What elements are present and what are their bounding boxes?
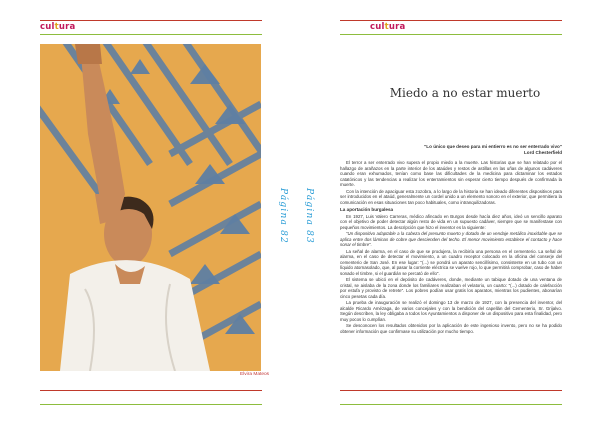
top-rule-red: [340, 20, 562, 21]
epigraph-author: Lord Chesterfield: [523, 150, 562, 155]
paragraph-4-quote: "Un dispositivo adaptable a la cabeza del presunto muerto y dotado de un vendaje metálico inoxidable que se aplica entre dos láminas de cobre que descienden del techo. El menor movimiento establece el contacto y hace sonar el timbre".: [340, 231, 562, 247]
top-rule-red: [40, 20, 262, 21]
paragraph-6: El sistema se ubicó en el depósito de cadáveres, donde, mediante un tabique dotado de una ventana de cristal, se aislaba de la zona donde los familiares realizaban el velatorio, un cuarto: "(...) dotado de calefacción por estufa y provisto de retrete". Los pobres podían usar gratis los aparatos, mientras los pudientes, abonarían cinco pesetas cada día.: [340, 277, 562, 299]
page-number-right: Página 83: [304, 188, 314, 244]
paragraph-3: En 1927, Luis Valero Carreras, médico afincado en Burgos desde hacía diez años, ideó un sencillo aparato con el objetivo de poder detectar algún resto de vida en un supuesto cadáver, siempre que se manifestase con pequeños movimientos. La descripción que hizo el inventor es la siguiente:: [340, 213, 562, 230]
section-heading: La aportación burgalesa: [340, 207, 394, 212]
painting-credit: Elvira Mateos: [240, 372, 270, 377]
epigraph-quote: "Lo único que deseo para mi entierro es no ser enterrado vivo": [424, 144, 562, 149]
paragraph-8: Se desconocen los resultados obtenidos por la aplicación de este ingenioso invento, pero no se ha podido obtener información que confirmase su utilización por mucho tiempo.: [340, 323, 562, 334]
paragraph-1: El terror a ser enterrado vivo supera el propio miedo a la muerte. Las historias que se han relatado por el hallazgo de arañazos en la parte interior de los ataúdes y restos de astillas en las uñas de algunos cadáveres cuando eran exhumados, tenían como base las dificultades de la medicina para dictaminar los estados catatónicos y las tendencias a realizar los enterramientos sin esperar cierto tiempo después de confirmada la muerte.: [340, 160, 562, 187]
article-title: Miedo a no estar muerto: [389, 86, 541, 100]
bottom-rule-red: [340, 390, 562, 391]
painting-man-reaching: [40, 44, 261, 371]
brand-logo: cultura: [370, 22, 406, 32]
paragraph-5: La señal de alarma, en el caso de que se produjera, la recibiría una persona en el cementerio. La señal de alarma, en el caso de detectar el movimiento, a un cuadro receptor colocado en la oficina del conserje del cementerio de San José. En ese lugar: "(...) se pondrá un aparato sencillísimo, consistente en un tubo con un líquido atornasolado, que, al pasar la corriente eléctrica se vuelve rojo, lo que permitirá comprobar, caso de haber sonado el timbre, si el guardián se percató de ello".: [340, 248, 562, 276]
bottom-rule-red: [40, 390, 262, 391]
paragraph-2: Con la intención de apaciguar esta zozobra, a lo largo de la historia se han ideado diferentes dispositivos para ser introducidos en el ataúd, generalmente un cordel unido a un elemento sonoro en el exterior, que permitiera la comunicación en esas situaciones tan poco habituales, como intranquilizadoras.: [340, 188, 562, 205]
paragraph-7: La prueba de inauguración se realizó el domingo 13 de marzo de 1927, con la presencia del inventor, del alcalde Ricardo Amézaga, de varios concejales y con la bendición del capellán del Cementerio, Sr. Grijalvo. Según describen, la ley obligaba a todos los Ayuntamientos a disponer de un dispositivo para esta finalidad, pero muy pocos lo cumplían.: [340, 300, 562, 322]
top-rule-green: [40, 34, 262, 35]
top-rule-green: [340, 34, 562, 35]
right-page: [300, 0, 600, 424]
article-body: [340, 160, 562, 335]
page-number-left: Página 82: [278, 188, 288, 244]
brand-logo: cultura: [40, 22, 76, 32]
bottom-rule-green: [340, 404, 562, 405]
epigraph: [370, 144, 562, 156]
bottom-rule-green: [40, 404, 262, 405]
